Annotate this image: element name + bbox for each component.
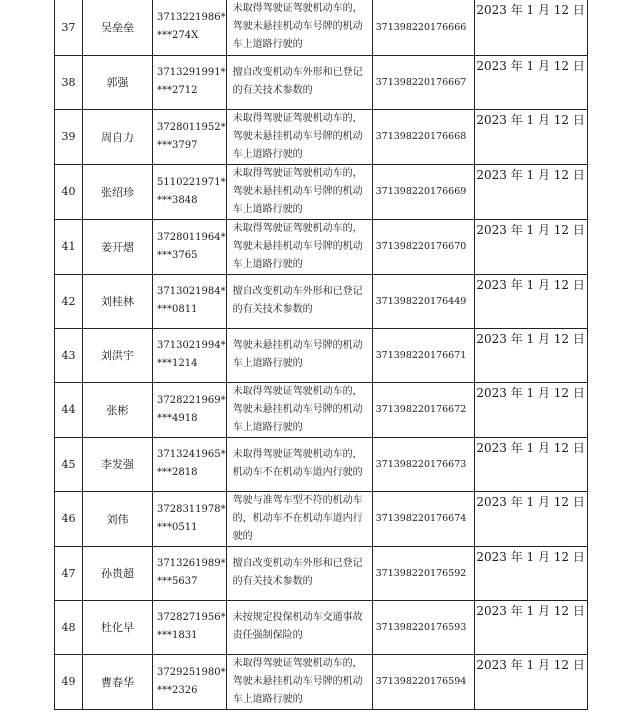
document-number: 371398220176667 — [372, 55, 474, 109]
document-number: 371398220176593 — [372, 600, 474, 654]
penalty-notice-table — [54, 0, 588, 710]
id-number — [153, 654, 227, 709]
person-name: 周自力 — [83, 109, 153, 164]
id-number-line1: 3729251980* — [157, 666, 226, 678]
id-number — [153, 0, 227, 55]
id-number-line1: 5110221971* — [157, 176, 226, 188]
row-number: 49 — [55, 654, 83, 709]
id-number — [153, 437, 227, 491]
document-number: 371398220176592 — [372, 546, 474, 600]
id-number-line2: ***0511 — [157, 521, 198, 533]
id-number — [153, 382, 227, 437]
violation-description — [226, 382, 372, 437]
person-name: 张绍珍 — [83, 164, 153, 219]
document-number: 371398220176669 — [372, 164, 474, 219]
row-number: 41 — [55, 219, 83, 274]
decision-date: 2023 年 1 月 12 日 — [474, 600, 587, 654]
id-number-line2: ***2818 — [157, 467, 198, 478]
violation-text: 未取得驾驶证驾驶机动车的，驾驶未悬挂机动车号牌的机动车上道路行驶的 — [232, 3, 363, 51]
id-number-line2: ***0811 — [157, 304, 198, 315]
violation-description — [226, 55, 372, 109]
decision-date: 2023 年 1 月 12 日 — [474, 654, 587, 709]
document-number: 371398220176449 — [372, 274, 474, 328]
violation-text: 驾驶未悬挂机动车号牌的机动车上道路行驶的 — [232, 340, 363, 369]
table-body — [55, 0, 588, 709]
violation-text: 未取得驾驶证驾驶机动车的，驾驶未悬挂机动车号牌的机动车上道路行驶的 — [232, 167, 363, 215]
id-number — [153, 600, 227, 654]
document-number: 371398220176672 — [372, 382, 474, 437]
id-number — [153, 164, 227, 219]
person-name: 曹春华 — [83, 654, 153, 709]
person-name: 姜开熠 — [83, 219, 153, 274]
decision-date: 2023 年 1 月 12 日 — [474, 219, 587, 274]
id-number — [153, 328, 227, 382]
id-number-line1: 3728271956* — [157, 612, 226, 623]
decision-date: 2023 年 1 月 12 日 — [474, 55, 587, 109]
table-row — [55, 55, 588, 109]
id-number-line2: ***2326 — [157, 684, 198, 696]
person-name: 吴垒垒 — [83, 0, 153, 55]
decision-date: 2023 年 1 月 12 日 — [474, 0, 587, 55]
document-number: 371398220176671 — [372, 328, 474, 382]
id-number-line1: 3728011952* — [157, 121, 226, 133]
table-row — [55, 219, 588, 274]
row-number: 39 — [55, 109, 83, 164]
person-name: 郭强 — [83, 55, 153, 109]
decision-date: 2023 年 1 月 12 日 — [474, 109, 587, 164]
violation-text: 驾驶与准驾车型不符的机动车的，机动车不在机动车道内行驶的 — [232, 494, 363, 542]
decision-date: 2023 年 1 月 12 日 — [474, 164, 587, 219]
id-number-line2: ***3797 — [157, 139, 198, 151]
table-row — [55, 109, 588, 164]
decision-date: 2023 年 1 月 12 日 — [474, 382, 587, 437]
id-number-line2: ***3765 — [157, 249, 198, 261]
id-number-line1: 3728011964* — [157, 231, 226, 243]
table-row — [55, 328, 588, 382]
row-number: 46 — [55, 491, 83, 546]
id-number-line2: ***274X — [157, 30, 199, 42]
person-name: 张彬 — [83, 382, 153, 437]
id-number-line1: 3713291991* — [157, 67, 226, 78]
person-name: 刘桂林 — [83, 274, 153, 328]
document-number: 371398220176674 — [372, 491, 474, 546]
id-number-line2: ***4918 — [157, 412, 198, 424]
violation-description — [226, 654, 372, 709]
violation-description — [226, 219, 372, 274]
decision-date: 2023 年 1 月 12 日 — [474, 546, 587, 600]
table-row — [55, 546, 588, 600]
row-number: 40 — [55, 164, 83, 219]
person-name: 刘伟 — [83, 491, 153, 546]
decision-date: 2023 年 1 月 12 日 — [474, 274, 587, 328]
row-number: 43 — [55, 328, 83, 382]
id-number-line1: 3728221969* — [157, 394, 226, 406]
id-number-line1: 3728311978* — [157, 503, 226, 515]
table-row — [55, 382, 588, 437]
violation-text: 擅自改变机动车外形和已登记的有关技术参数的 — [232, 286, 363, 315]
id-number — [153, 109, 227, 164]
table-row — [55, 654, 588, 709]
violation-description — [226, 328, 372, 382]
violation-text: 未取得驾驶证驾驶机动车的，驾驶未悬挂机动车号牌的机动车上道路行驶的 — [232, 222, 363, 270]
id-number-line2: ***2712 — [157, 85, 198, 96]
id-number-line1: 3713221986* — [157, 12, 226, 24]
table-row — [55, 0, 588, 55]
document-number: 371398220176673 — [372, 437, 474, 491]
row-number: 48 — [55, 600, 83, 654]
table-row — [55, 164, 588, 219]
id-number-line2: ***3848 — [157, 194, 198, 206]
violation-description — [226, 600, 372, 654]
id-number-line1: 3713021994* — [157, 340, 226, 351]
person-name: 杜化早 — [83, 600, 153, 654]
violation-text: 未取得驾驶证驾驶机动车的，驾驶未悬挂机动车号牌的机动车上道路行驶的 — [232, 112, 363, 160]
row-number: 44 — [55, 382, 83, 437]
table-row — [55, 600, 588, 654]
row-number: 37 — [55, 0, 83, 55]
decision-date: 2023 年 1 月 12 日 — [474, 328, 587, 382]
violation-text: 擅自改变机动车外形和已登记的有关技术参数的 — [232, 67, 363, 96]
person-name: 孙贵超 — [83, 546, 153, 600]
violation-text: 未取得驾驶证驾驶机动车的，驾驶未悬挂机动车号牌的机动车上道路行驶的 — [232, 657, 363, 705]
id-number-line2: ***5637 — [157, 576, 198, 587]
document-number: 371398220176594 — [372, 654, 474, 709]
table-row — [55, 274, 588, 328]
id-number — [153, 219, 227, 274]
row-number: 45 — [55, 437, 83, 491]
table-row — [55, 491, 588, 546]
violation-description — [226, 109, 372, 164]
id-number — [153, 546, 227, 600]
row-number: 38 — [55, 55, 83, 109]
id-number-line2: ***1831 — [157, 630, 198, 641]
document-number: 371398220176666 — [372, 0, 474, 55]
decision-date: 2023 年 1 月 12 日 — [474, 491, 587, 546]
document-number: 371398220176668 — [372, 109, 474, 164]
id-number-line1: 3713021984* — [157, 286, 226, 297]
id-number-line1: 3713241965* — [157, 449, 226, 460]
row-number: 47 — [55, 546, 83, 600]
document-number: 371398220176670 — [372, 219, 474, 274]
violation-text: 擅自改变机动车外形和已登记的有关技术参数的 — [232, 558, 363, 587]
id-number-line2: ***1214 — [157, 358, 198, 369]
violation-text: 未按规定投保机动车交通事故责任强制保险的 — [232, 612, 363, 641]
id-number — [153, 55, 227, 109]
row-number: 42 — [55, 274, 83, 328]
violation-description — [226, 546, 372, 600]
violation-text: 未取得驾驶证驾驶机动车的，机动车不在机动车道内行驶的 — [232, 449, 363, 478]
id-number — [153, 274, 227, 328]
violation-description — [226, 437, 372, 491]
violation-description — [226, 0, 372, 55]
person-name: 李发强 — [83, 437, 153, 491]
violation-description — [226, 164, 372, 219]
violation-description — [226, 274, 372, 328]
table-row — [55, 437, 588, 491]
person-name: 刘洪宇 — [83, 328, 153, 382]
violation-text: 未取得驾驶证驾驶机动车的，驾驶未悬挂机动车号牌的机动车上道路行驶的 — [232, 385, 363, 433]
violation-description — [226, 491, 372, 546]
decision-date: 2023 年 1 月 12 日 — [474, 437, 587, 491]
id-number-line1: 3713261989* — [157, 558, 226, 569]
id-number — [153, 491, 227, 546]
